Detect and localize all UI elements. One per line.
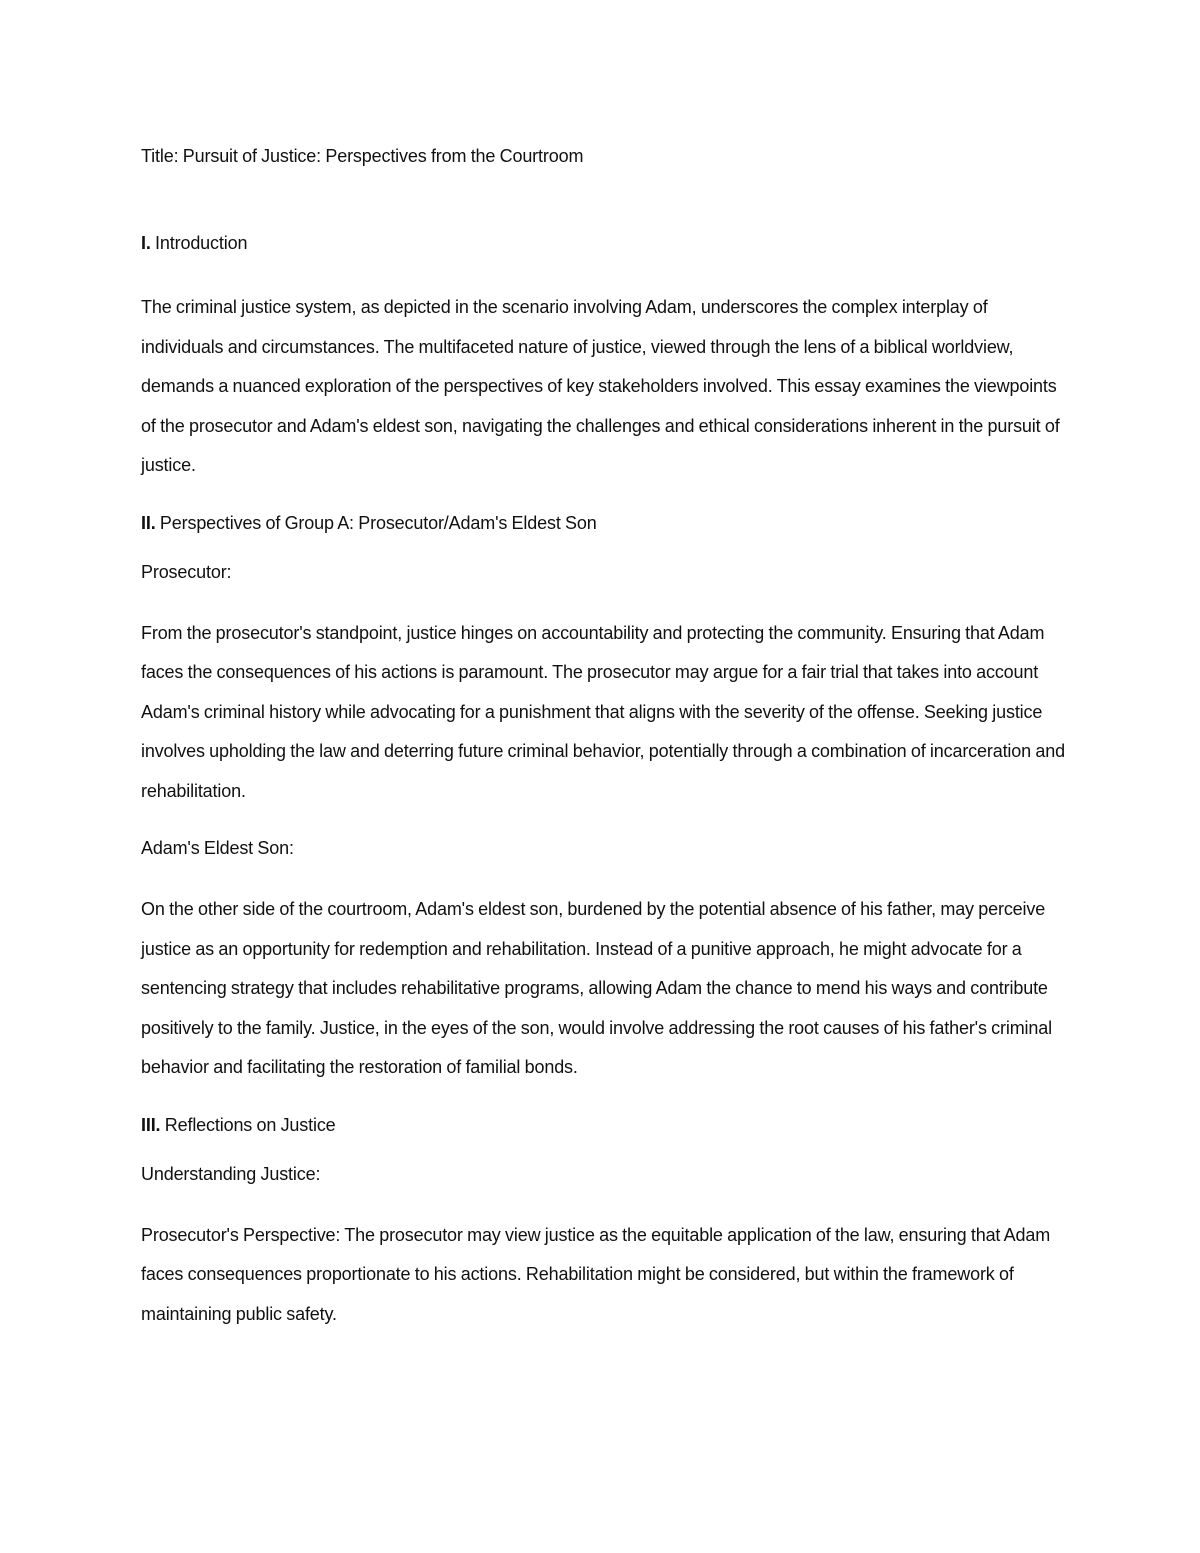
introduction-paragraph: The criminal justice system, as depicted in the scenario involving Adam, underscores the complex interplay of individuals and circumstances. The multifaceted nature of justice, viewed through the lens of a biblical worldview, demands a nuanced exploration of the perspectives of key stakeholders involved. This essay examines the viewpoints of the prosecutor and Adam's eldest son, navigating the challenges and ethical considerations inherent in the pursuit of justice.: [141, 297, 1060, 475]
document-body: [141, 144, 1066, 1334]
section-heading-text: Perspectives of Group A: Prosecutor/Adam's Eldest Son: [155, 512, 597, 533]
section-number: II.: [141, 512, 156, 533]
eldest-son-paragraph: On the other side of the courtroom, Adam's eldest son, burdened by the potential absence of his father, may perceive justice as an opportunity for redemption and rehabilitation. Instead of a punitive approach, he might advocate for a sentencing strategy that includes rehabilitative programs, allowing Adam the chance to mend his ways and contribute positively to the family. Justice, in the eyes of the son, would involve addressing the root causes of his father's criminal behavior and facilitating the restoration of familial bonds.: [141, 899, 1052, 1077]
section-heading-reflections: [141, 1113, 1066, 1137]
prosecutor-paragraph: From the prosecutor's standpoint, justice hinges on accountability and protecting the community. Ensuring that Adam faces the consequences of his actions is paramount. The prosecutor may argue for a fair trial that takes into account Adam's criminal history while advocating for a punishment that aligns with the severity of the offense. Seeking justice involves upholding the law and deterring future criminal behavior, potentially through a combination of incarceration and rehabilitation.: [141, 622, 1065, 801]
prosecutor-label: Prosecutor:: [141, 561, 232, 582]
section-heading-introduction: [141, 231, 1066, 255]
section-heading-perspectives: [141, 511, 1066, 535]
section-heading-text: Introduction: [150, 233, 248, 253]
document-title: Title: Pursuit of Justice: Perspectives from the Courtroom: [141, 146, 584, 166]
understanding-justice-label: Understanding Justice:: [141, 1163, 321, 1184]
section-heading-text: Reflections on Justice: [160, 1114, 336, 1135]
section-number: III.: [141, 1114, 161, 1135]
prosecutor-perspective-paragraph: Prosecutor's Perspective: The prosecutor may view justice as the equitable application of the law, ensuring that Adam faces consequences proportionate to his actions. Rehabilitation might be considered, but within the framework of maintaining public safety.: [141, 1224, 1051, 1324]
section-number: I.: [141, 233, 151, 253]
eldest-son-label: Adam's Eldest Son:: [141, 838, 294, 858]
